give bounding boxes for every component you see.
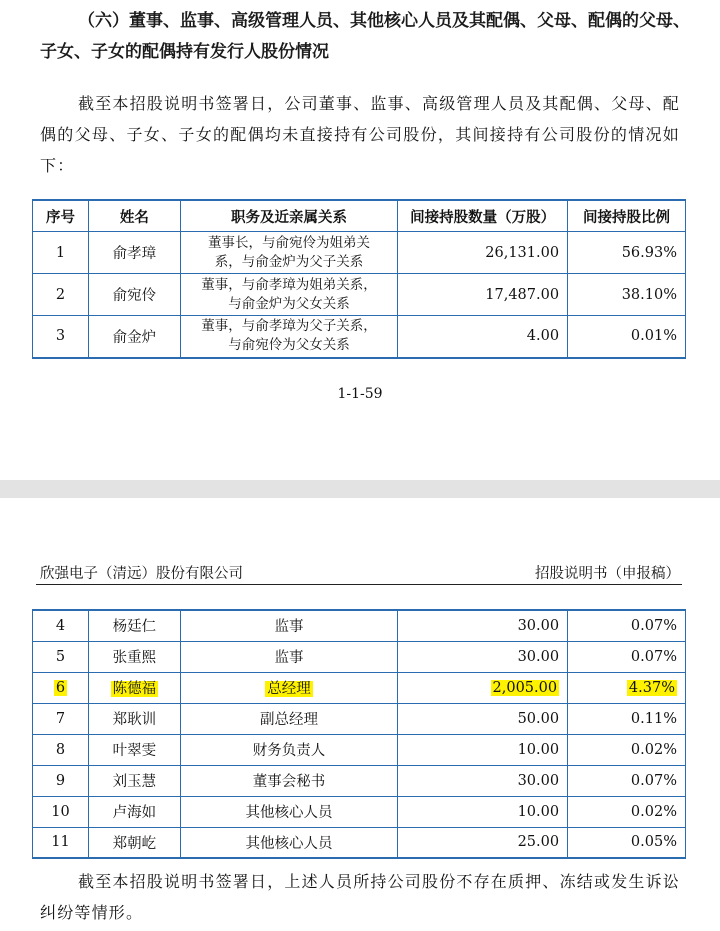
cell-shares-text: 10.00 — [517, 803, 560, 820]
header-rule — [36, 584, 682, 585]
cell-ratio: 56.93% — [568, 232, 686, 274]
cell-ratio-text: 0.07% — [630, 648, 677, 665]
cell-shares-text: 25.00 — [517, 834, 560, 851]
cell-relation-text: 总经理 — [267, 681, 311, 697]
table-row — [33, 316, 686, 358]
table-row — [33, 796, 686, 827]
cell-name-text: 陈德福 — [112, 681, 157, 697]
cell-name-text: 卢海如 — [112, 805, 157, 821]
cell-shares-text: 30.00 — [517, 648, 560, 665]
cell-no: 3 — [33, 316, 89, 358]
cell-no — [33, 703, 89, 734]
intro-paragraph: 截至本招股说明书签署日，公司董事、监事、高级管理人员及其配偶、父母、配偶的父母、子女、子女的配偶均未直接持有公司股份，其间接持有公司股份的情况如下： — [40, 94, 681, 175]
shareholding-table-part1 — [32, 199, 686, 359]
cell-shares — [398, 827, 568, 858]
cell-ratio-text: 0.07% — [630, 772, 677, 789]
cell-relation-text: 监事 — [274, 619, 304, 636]
cell-ratio-text: 0.07% — [630, 617, 677, 634]
table-row — [33, 703, 686, 734]
cell-relation-text: 副总经理 — [260, 712, 319, 728]
cell-shares: 4.00 — [398, 316, 568, 358]
cell-name: 俞金炉 — [88, 316, 180, 358]
shareholding-table-part2 — [32, 609, 686, 859]
cell-relation-text: 监事 — [274, 650, 304, 666]
cell-no-text: 11 — [51, 834, 70, 851]
col-header-shares: 间接持股数量（万股） — [398, 200, 568, 232]
section-heading: （六）董事、监事、高级管理人员、其他核心人员及其配偶、父母、配偶的父母、子女、子女的配偶持有发行人股份情况 — [40, 11, 690, 62]
table-row — [33, 274, 686, 316]
cell-shares-text: 10.00 — [517, 741, 560, 758]
cell-no-text: 6 — [55, 679, 66, 696]
cell-name-text: 郑朝屹 — [112, 835, 157, 852]
header-doc-title: 招股说明书（申报稿） — [535, 566, 680, 582]
cell-no-text: 7 — [55, 710, 66, 727]
cell-relation — [180, 274, 398, 316]
cell-ratio: 38.10% — [568, 274, 686, 316]
col-header-ratio: 间接持股比例 — [568, 200, 686, 232]
cell-no: 1 — [33, 232, 89, 274]
cell-name-text: 郑耿训 — [112, 712, 157, 728]
cell-ratio — [568, 641, 686, 672]
cell-shares — [398, 765, 568, 796]
cell-ratio-text: 0.11% — [630, 710, 677, 727]
cell-relation — [180, 765, 398, 796]
cell-relation — [180, 232, 398, 274]
cell-relation — [180, 610, 398, 641]
col-header-name: 姓名 — [88, 200, 180, 232]
cell-ratio-text: 4.37% — [628, 679, 675, 696]
cell-relation — [180, 703, 398, 734]
page-separator — [0, 480, 720, 498]
col-header-relation: 职务及近亲属关系 — [180, 200, 398, 232]
cell-no — [33, 610, 89, 641]
table-row — [33, 610, 686, 641]
cell-ratio — [568, 827, 686, 858]
cell-shares — [398, 672, 568, 703]
cell-relation-text: 董事会秘书 — [252, 774, 326, 790]
cell-ratio — [568, 796, 686, 827]
header-company-name: 欣强电子（清远）股份有限公司 — [40, 566, 243, 582]
col-header-no: 序号 — [33, 200, 89, 232]
cell-ratio — [568, 765, 686, 796]
cell-name — [88, 672, 180, 703]
cell-relation — [180, 827, 398, 858]
cell-no — [33, 734, 89, 765]
table-header-row — [33, 200, 686, 232]
cell-name-text: 张重熙 — [112, 650, 157, 666]
table-row — [33, 672, 686, 703]
cell-shares — [398, 641, 568, 672]
cell-relation — [180, 641, 398, 672]
cell-name: 俞宛伶 — [88, 274, 180, 316]
cell-name-text: 叶翠雯 — [112, 743, 157, 759]
cell-no — [33, 641, 89, 672]
table-row — [33, 734, 686, 765]
cell-no-text: 5 — [55, 648, 66, 665]
cell-no — [33, 827, 89, 858]
cell-relation-text: 财务负责人 — [252, 743, 326, 759]
cell-name — [88, 827, 180, 858]
cell-shares: 26,131.00 — [398, 232, 568, 274]
relation-line: 董事，与俞孝璋为姐弟关系， — [201, 276, 377, 293]
cell-no — [33, 765, 89, 796]
relation-line: 系，与俞金炉为父子关系 — [214, 253, 364, 270]
cell-shares-text: 30.00 — [517, 772, 560, 789]
cell-no — [33, 672, 89, 703]
cell-ratio — [568, 734, 686, 765]
relation-line: 董事，与俞孝璋为父子关系， — [201, 318, 377, 335]
cell-no-text: 8 — [55, 741, 66, 758]
table-row — [33, 827, 686, 858]
cell-shares — [398, 734, 568, 765]
table-row — [33, 641, 686, 672]
cell-relation — [180, 672, 398, 703]
cell-relation — [180, 316, 398, 358]
cell-name — [88, 796, 180, 827]
cell-name — [88, 765, 180, 796]
cell-ratio-text: 0.05% — [630, 834, 677, 851]
cell-shares — [398, 703, 568, 734]
cell-no-text: 10 — [51, 803, 70, 820]
cell-name — [88, 641, 180, 672]
cell-shares — [398, 610, 568, 641]
cell-no — [33, 796, 89, 827]
cell-relation — [180, 796, 398, 827]
document-page-2 — [0, 498, 720, 931]
cell-ratio: 0.01% — [568, 316, 686, 358]
cell-name — [88, 703, 180, 734]
closing-paragraph: 截至本招股说明书签署日，上述人员所持公司股份不存在质押、冻结或发生诉讼纠纷等情形。 — [40, 872, 681, 922]
cell-ratio — [568, 703, 686, 734]
cell-shares-text: 30.00 — [517, 617, 560, 634]
cell-no-text: 9 — [55, 772, 66, 789]
cell-shares-text: 2,005.00 — [492, 679, 558, 696]
table-row — [33, 232, 686, 274]
cell-name — [88, 734, 180, 765]
cell-name-text: 刘玉慧 — [112, 774, 157, 790]
cell-ratio-text: 0.02% — [630, 741, 677, 758]
relation-line: 董事长，与俞宛伶为姐弟关 — [208, 234, 371, 251]
page-number: 1-1-59 — [337, 386, 383, 402]
cell-ratio — [568, 610, 686, 641]
cell-name-text: 杨廷仁 — [112, 619, 157, 636]
cell-ratio — [568, 672, 686, 703]
relation-line: 与俞金炉为父女关系 — [228, 295, 350, 312]
cell-relation-text: 其他核心人员 — [245, 835, 333, 852]
cell-relation — [180, 734, 398, 765]
cell-name — [88, 610, 180, 641]
cell-name: 俞孝璋 — [88, 232, 180, 274]
cell-no: 2 — [33, 274, 89, 316]
cell-shares — [398, 796, 568, 827]
cell-ratio-text: 0.02% — [630, 803, 677, 820]
cell-no-text: 4 — [55, 617, 66, 634]
cell-shares-text: 50.00 — [517, 710, 560, 727]
relation-line: 与俞宛伶为父女关系 — [228, 337, 350, 354]
cell-relation-text: 其他核心人员 — [245, 805, 333, 821]
cell-shares: 17,487.00 — [398, 274, 568, 316]
table-row — [33, 765, 686, 796]
